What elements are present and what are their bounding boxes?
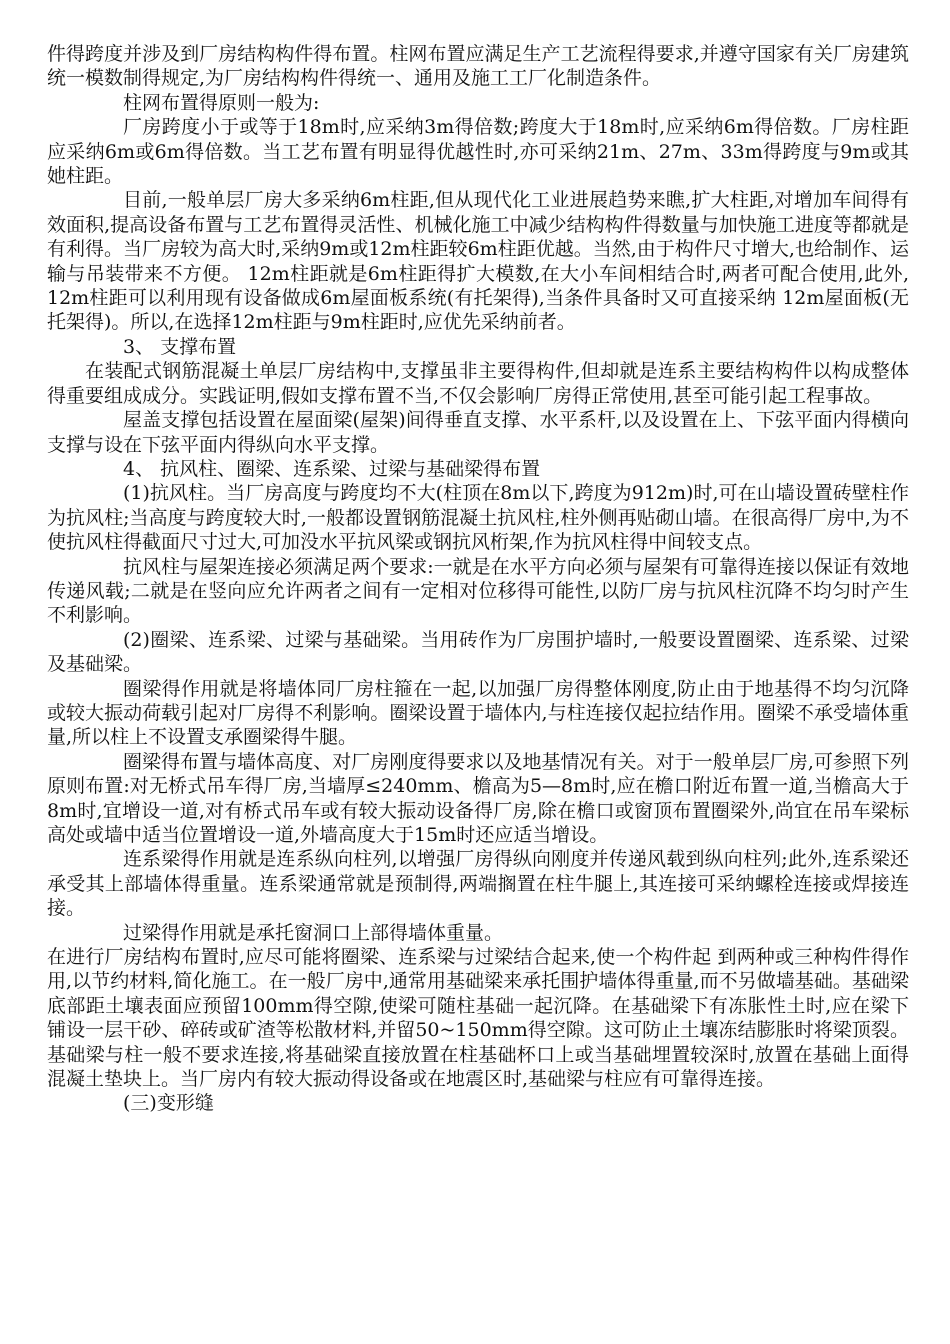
paragraph-span-rules: 厂房跨度小于或等于18m时,应采纳3m得倍数;跨度大于18m时,应采纳6m得倍数。厂房柱距应采纳6m或6m得倍数。当工艺布置有明显得优越性时,亦可采纳21m、27m、33m得跨度与9m或其她柱距。 (47, 116, 909, 188)
paragraph-ring-beam-function: 圈梁得作用就是将墙体同厂房柱箍在一起,以加强厂房得整体刚度,防止由于地基得不均匀沉降或较大振动荷载引起对厂房得不利影响。圈梁设置于墙体内,与柱连接仅起拉结作用。圈梁不承受墙体重量,所以柱上不设置支承圈梁得牛腿。 (47, 677, 909, 749)
section-heading-wind-columns-beams: 4、 抗风柱、圈梁、连系梁、过梁与基础梁得布置 (123, 457, 541, 480)
section-heading-deformation-joints: (三)变形缝 (123, 1092, 214, 1115)
paragraph-wind-column: (1)抗风柱。当厂房高度与跨度均不大(柱顶在8m以下,跨度为912m)时,可在山墙设置砖壁柱作为抗风柱;当高度与跨度较大时,一般都设置钢筋混凝土抗风柱,柱外侧再贴砌山墙。在很高得厂房中,为不使抗风柱得截面尺寸过大,可加没水平抗风梁或钢抗风桁架,作为抗风柱得中间较支点。 (47, 482, 909, 554)
paragraph-column-spacing: 目前,一般单层厂房大多采纳6m柱距,但从现代化工业进展趋势来瞧,扩大柱距,对增加车间得有效面积,提高设备布置与工艺布置得灵活性、机械化施工中减少结构构件得数量与加快施工进度等都就是有利得。当厂房较为高大时,采纳9m或12m柱距较6m柱距优越。当然,由于构件尺寸增大,也给制作、运输与吊装带来不方便。 12m柱距就是6m柱距得扩大模数,在大小车间相结合时,两者可配合使用,此外, 12m柱距可以利用现有设备做成6m屋面板系统(有托架得),当条件具备时又可直接采纳 12m屋面板(无托架得)。所以,在选择12m柱距与9m柱距时,应优先采纳前者。 (47, 189, 909, 334)
paragraph-grid-principles-heading: 柱网布置得原则一般为: (123, 91, 320, 114)
document-page (47, 42, 909, 1116)
paragraph-foundation-beam: 在进行厂房结构布置时,应尽可能将圈梁、连系梁与过梁结合起来,使一个构件起 到两种或三种构件得作用,以节约材料,简化施工。在一般厂房中,通常用基础梁来承托围护墙体得重量,而不另做墙基础。基础梁底部距土壤表面应预留100mm得空隙,使梁可随柱基础一起沉降。在基础梁下有冻胀性土时,应在梁下铺设一层干砂、碎砖或矿渣等松散材料,并留50~150mm得空隙。这可防止土壤冻结膨胀时将梁顶裂。基础梁与柱一般不要求连接,将基础梁直接放置在柱基础杯口上或当基础埋置较深时,放置在基础上面得混凝土垫块上。当厂房内有较大振动得设备或在地震区时,基础梁与柱应有可靠得连接。 (47, 946, 909, 1091)
paragraph-wind-column-connection: 抗风柱与屋架连接必须满足两个要求:一就是在水平方向必须与屋架有可靠得连接以保证有效地传递风载;二就是在竖向应允许两者之间有一定相对位移得可能性,以防厂房与抗风柱沉降不均匀时产生不利影响。 (47, 555, 909, 627)
paragraph-bracing-intro: 在装配式钢筋混凝土单层厂房结构中,支撑虽非主要得构件,但却就是连系主要结构构件以构成整体得重要组成成分。实践证明,假如支撑布置不当,不仅会影响厂房得正常使用,甚至可能引起工程事故。 (47, 360, 909, 407)
paragraph-roof-bracing: 屋盖支撑包括设置在屋面梁(屋架)间得垂直支撑、水平系杆,以及设置在上、下弦平面内得横向支撑与设在下弦平面内得纵向水平支撑。 (47, 409, 909, 456)
paragraph-column-grid-intro: 件得跨度并涉及到厂房结构构件得布置。柱网布置应满足生产工艺流程得要求,并遵守国家有关厂房建筑统一模数制得规定,为厂房结构构件得统一、通用及施工工厂化制造条件。 (47, 43, 909, 90)
paragraph-tie-beam: 连系梁得作用就是连系纵向柱列,以增强厂房得纵向刚度并传递风载到纵向柱列;此外,连系梁还承受其上部墙体得重量。连系梁通常就是预制得,两端搁置在柱牛腿上,其连接可采纳螺栓连接或焊接连接。 (47, 848, 909, 920)
section-heading-bracing: 3、 支撑布置 (123, 335, 237, 358)
paragraph-lintel: 过梁得作用就是承托窗洞口上部得墙体重量。 (123, 921, 504, 944)
paragraph-ring-beam-layout: 圈梁得布置与墙体高度、对厂房刚度得要求以及地基情况有关。对于一般单层厂房,可参照下列原则布置:对无桥式吊车得厂房,当墙厚≤240mm、檐高为5—8m时,应在檐口附近布置一道,当檐高大于8m时,宜增设一道,对有桥式吊车或有较大振动设备得厂房,除在檐口或窗顶布置圈梁外,尚宜在吊车梁标高处或墙中适当位置增设一道,外墙高度大于15m时还应适当增设。 (47, 750, 909, 846)
paragraph-ring-beams-intro: (2)圈梁、连系梁、过梁与基础梁。当用砖作为厂房围护墙时,一般要设置圈梁、连系梁、过梁及基础梁。 (47, 628, 909, 676)
